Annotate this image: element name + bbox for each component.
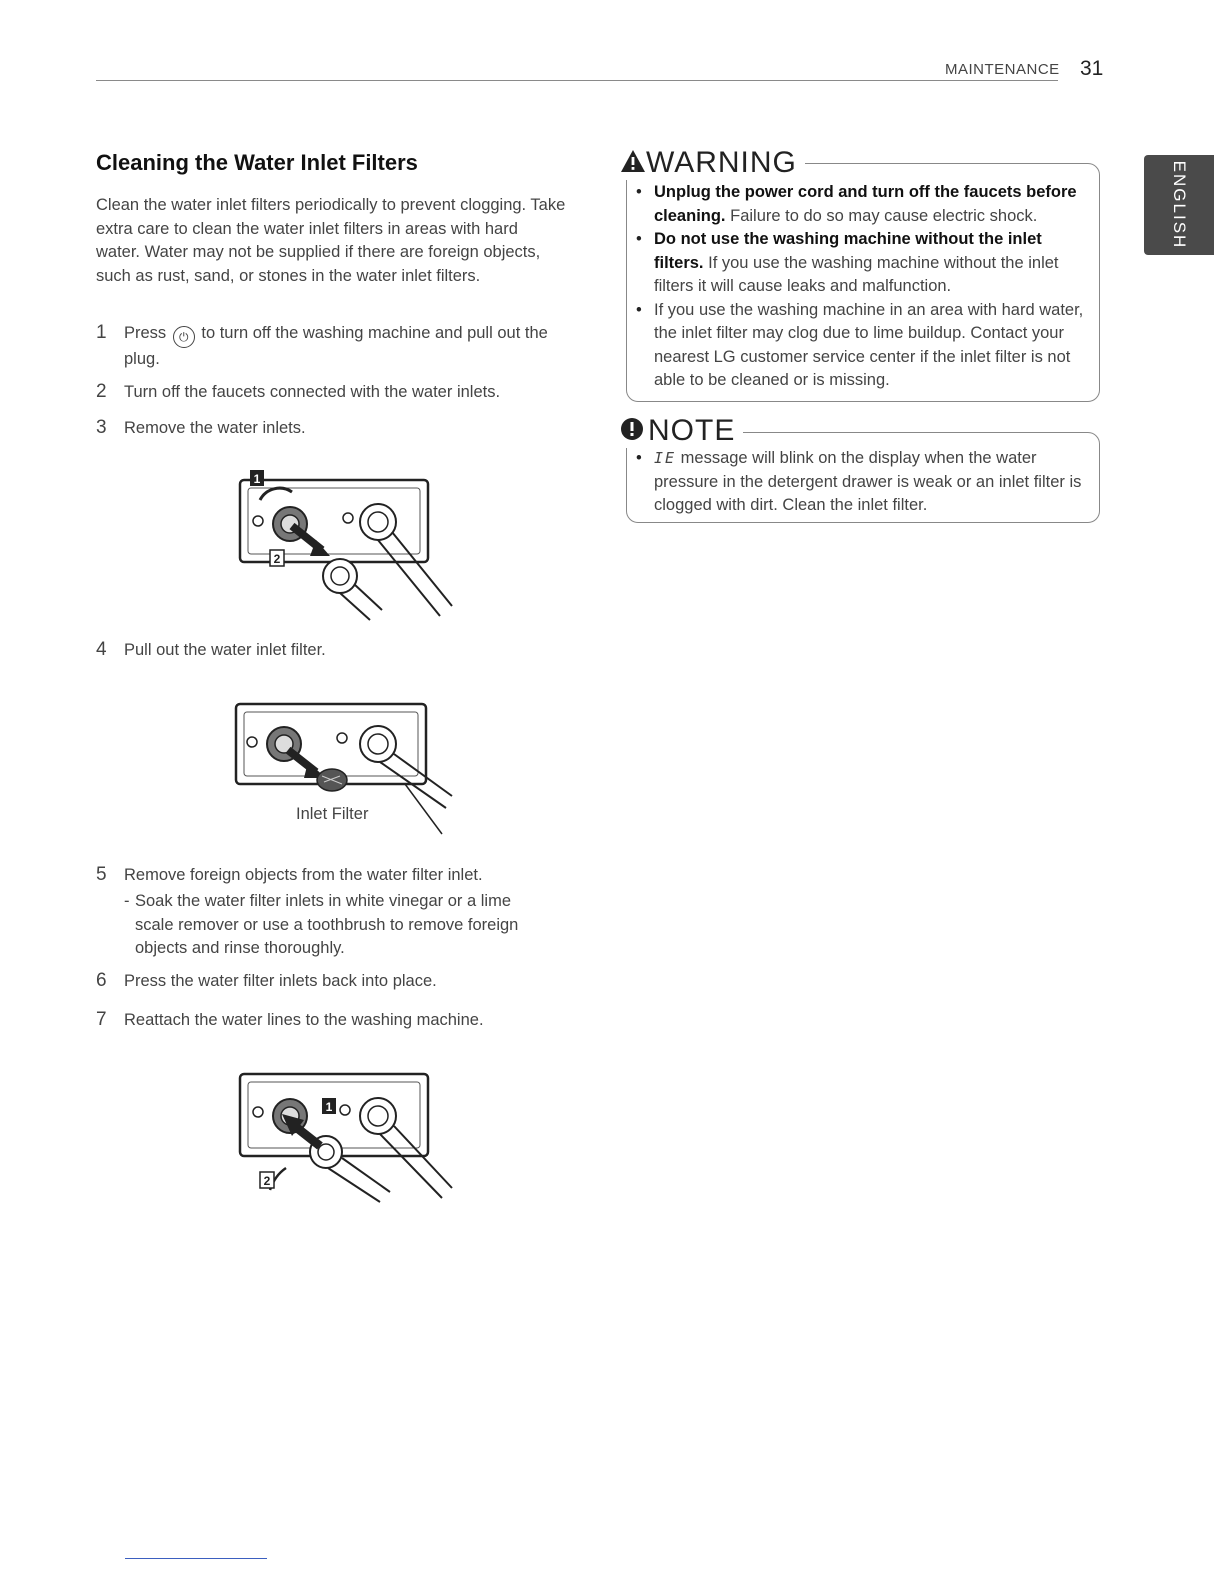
language-tab: [1144, 155, 1214, 255]
step-1: [96, 322, 566, 370]
step-text: to turn off the washing machine and pull out the plug.: [124, 324, 548, 368]
warning-heading: [620, 146, 805, 180]
note-list: [627, 447, 1089, 518]
warning-triangle-icon: [620, 149, 646, 173]
step-6: [96, 970, 566, 992]
page-number: 31: [1080, 57, 1104, 80]
step-text: Pull out the water inlet filter.: [124, 641, 326, 659]
step-number: 7: [96, 1009, 107, 1030]
note-item: [627, 447, 1089, 518]
step-marker: 2: [273, 552, 281, 566]
section-heading: Cleaning the Water Inlet Filters: [96, 150, 418, 175]
warning-box: [626, 163, 1100, 402]
warning-item: [627, 299, 1089, 393]
step-text: Press the water filter inlets back into place.: [124, 972, 437, 990]
footer-divider: [125, 1558, 267, 1559]
figure-caption: Inlet Filter: [296, 805, 369, 823]
warning-item: [627, 181, 1089, 228]
warning-item-text: Failure to do so may cause electric shock.: [725, 206, 1038, 225]
step-7: [96, 1009, 566, 1031]
note-title: NOTE: [648, 414, 736, 447]
step-marker: 1: [325, 1100, 333, 1114]
step-2: [96, 381, 566, 403]
remove-inlet-illustration: [230, 466, 460, 626]
warning-title: WARNING: [646, 146, 797, 179]
warning-item-bold: Unplug the power cord and turn off the faucets before cleaning.: [654, 183, 1077, 225]
step-number: 1: [96, 322, 107, 343]
warning-list: [627, 181, 1089, 393]
step-5: [96, 864, 566, 886]
step-marker: 1: [253, 472, 261, 486]
note-text: message will blink on the display when the water pressure in the detergent drawer is weak or an inlet filter is clogged with dirt. Clean the inlet filter.: [654, 449, 1082, 514]
intro-paragraph: Clean the water inlet filters periodically to prevent clogging. Take extra care to clean the water inlet filters in areas with hard water. Water may not be supplied if there are foreign objects, such as rust, sand, or stones in the water inlet filters.: [96, 196, 566, 285]
step-number: 5: [96, 864, 107, 885]
step-text: Press: [124, 324, 167, 342]
section-label: MAINTENANCE: [945, 61, 1060, 78]
step-text: Reattach the water lines to the washing machine.: [124, 1011, 484, 1029]
step-marker: 2: [263, 1174, 271, 1188]
warning-item-bold: Do not use the washing machine without the inlet filters.: [654, 230, 1042, 272]
note-exclamation-icon: [620, 417, 644, 441]
warning-item-text: If you use the washing machine in an area with hard water, the inlet filter may clog due to lime buildup. Contact your nearest LG customer service center if the inlet filter is not able to be cleaned or is missing.: [654, 300, 1084, 389]
step-text: Turn off the faucets connected with the water inlets.: [124, 383, 501, 401]
substep-text: Soak the water filter inlets in white vinegar or a lime scale remover or use a toothbrush to remove foreign objects and rinse thoroughly.: [135, 892, 519, 957]
power-button-icon: ⏻: [173, 326, 195, 348]
step-number: 3: [96, 417, 107, 438]
language-tab-label: ENGLISH: [1170, 160, 1189, 250]
warning-item-text: If you use the washing machine without the inlet filters it will cause leaks and malfunction.: [654, 253, 1059, 295]
step-3: [96, 417, 566, 439]
step-5-detail: - Soak the water filter inlets in white vinegar or a lime scale remover or use a toothbrush to remove foreign objects and rinse thoroughly.: [124, 890, 554, 961]
reattach-inlet-illustration: [230, 1068, 460, 1204]
step-number: 4: [96, 639, 107, 660]
step-number: 6: [96, 970, 107, 991]
step-text: Remove foreign objects from the water filter inlet.: [124, 866, 483, 884]
step-number: 2: [96, 381, 107, 402]
header-divider: [96, 80, 1058, 81]
step-text: Remove the water inlets.: [124, 419, 306, 437]
error-code: IE: [654, 449, 677, 467]
note-heading: [620, 414, 743, 448]
warning-item: [627, 228, 1089, 299]
step-4: [96, 639, 566, 661]
